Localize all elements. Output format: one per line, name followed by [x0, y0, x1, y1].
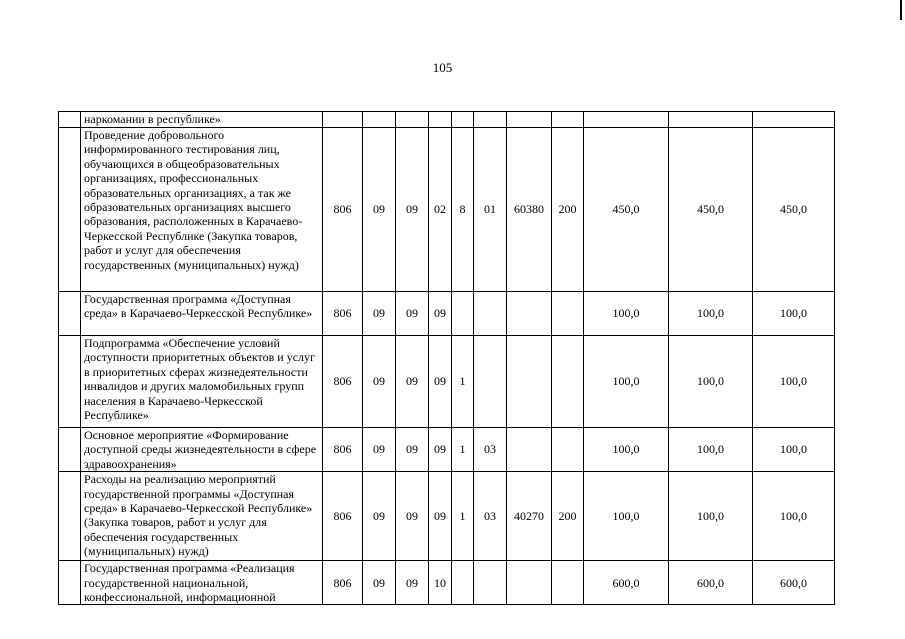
code-cell: 200 [552, 128, 584, 292]
code-cell: 01 [474, 128, 507, 292]
amount-cell: 450,0 [753, 128, 835, 292]
table-cell [59, 128, 81, 292]
table-row [59, 112, 835, 128]
code-cell: 09 [396, 128, 429, 292]
row-name: Расходы на реализацию мероприятий государственной программы «Доступная среда» в Карачаево-Черкесской Республике» (Закупка товаров, работ и услуг для обеспечения государственных (муниципальных) нужд) [81, 472, 323, 561]
code-cell [507, 112, 552, 128]
table-cell [59, 428, 81, 472]
code-cell: 09 [429, 336, 452, 428]
amount-cell: 100,0 [584, 336, 669, 428]
code-cell: 09 [396, 292, 429, 336]
code-cell [474, 336, 507, 428]
table-cell [59, 292, 81, 336]
table-cell [59, 472, 81, 561]
amount-cell [753, 112, 835, 128]
code-cell: 806 [323, 292, 363, 336]
code-cell [429, 112, 452, 128]
code-cell: 10 [429, 561, 452, 605]
amount-cell: 100,0 [584, 472, 669, 561]
code-cell: 806 [323, 428, 363, 472]
code-cell: 03 [474, 428, 507, 472]
amount-cell: 450,0 [584, 128, 669, 292]
code-cell [507, 428, 552, 472]
code-cell [552, 292, 584, 336]
code-cell: 806 [323, 336, 363, 428]
row-name: Государственная программа «Реализация государственной национальной, конфессиональной, информационной [81, 561, 323, 605]
amount-cell: 600,0 [753, 561, 835, 605]
table-row [59, 428, 835, 472]
table-cell [59, 112, 81, 128]
code-cell [474, 292, 507, 336]
row-name: Проведение добровольного информированного тестирования лиц, обучающихся в общеобразовательных организациях, профессиональных образовательных организациях, а так же образовательных организациях высшего образования, расположенных в Карачаево-Черкесской Республике (Закупка товаров, работ и услуг для обеспечения государственных (муниципальных) нужд) [81, 128, 323, 292]
code-cell [323, 112, 363, 128]
amount-cell: 100,0 [753, 428, 835, 472]
code-cell [396, 112, 429, 128]
row-name: Подпрограмма «Обеспечение условий доступности приоритетных объектов и услуг в приоритетных сферах жизнедеятельности инвалидов и других маломобильных групп населения в Карачаево-Черкесской Республике» [81, 336, 323, 428]
code-cell [507, 336, 552, 428]
code-cell: 09 [363, 292, 396, 336]
code-cell [507, 561, 552, 605]
code-cell: 09 [363, 336, 396, 428]
code-cell [552, 336, 584, 428]
table-row [59, 561, 835, 605]
code-cell: 1 [452, 472, 474, 561]
amount-cell: 100,0 [669, 336, 753, 428]
budget-table [58, 111, 835, 605]
code-cell: 09 [429, 472, 452, 561]
code-cell [452, 561, 474, 605]
code-cell [452, 112, 474, 128]
code-cell [507, 292, 552, 336]
table-row [59, 292, 835, 336]
amount-cell: 600,0 [669, 561, 753, 605]
amount-cell: 100,0 [753, 472, 835, 561]
amount-cell: 450,0 [669, 128, 753, 292]
table-row [59, 128, 835, 292]
code-cell: 1 [452, 428, 474, 472]
amount-cell: 100,0 [753, 292, 835, 336]
code-cell [552, 428, 584, 472]
table-row [59, 472, 835, 561]
amount-cell [669, 112, 753, 128]
amount-cell: 100,0 [584, 292, 669, 336]
code-cell: 806 [323, 561, 363, 605]
code-cell [552, 112, 584, 128]
code-cell: 09 [363, 428, 396, 472]
code-cell: 09 [363, 128, 396, 292]
code-cell: 8 [452, 128, 474, 292]
amount-cell: 100,0 [584, 428, 669, 472]
code-cell: 60380 [507, 128, 552, 292]
code-cell: 1 [452, 336, 474, 428]
page-number: 105 [432, 60, 453, 75]
code-cell: 09 [396, 336, 429, 428]
code-cell: 09 [429, 428, 452, 472]
code-cell: 03 [474, 472, 507, 561]
code-cell [452, 292, 474, 336]
row-name: наркомании в республике» [81, 112, 323, 128]
table-row [59, 336, 835, 428]
amount-cell: 100,0 [669, 472, 753, 561]
code-cell [552, 561, 584, 605]
code-cell: 09 [396, 428, 429, 472]
code-cell: 02 [429, 128, 452, 292]
code-cell: 40270 [507, 472, 552, 561]
row-name: Государственная программа «Доступная среда» в Карачаево-Черкесской Республике» [81, 292, 323, 336]
code-cell [474, 112, 507, 128]
code-cell: 806 [323, 472, 363, 561]
table-cell [59, 336, 81, 428]
table-cell [59, 561, 81, 605]
code-cell [363, 112, 396, 128]
code-cell: 09 [429, 292, 452, 336]
code-cell: 806 [323, 128, 363, 292]
amount-cell [584, 112, 669, 128]
amount-cell: 100,0 [753, 336, 835, 428]
code-cell: 09 [363, 561, 396, 605]
amount-cell: 600,0 [584, 561, 669, 605]
code-cell: 09 [396, 472, 429, 561]
row-name: Основное мероприятие «Формирование доступной среды жизнедеятельности в сфере здравоохранения» [81, 428, 323, 472]
amount-cell: 100,0 [669, 292, 753, 336]
code-cell: 200 [552, 472, 584, 561]
amount-cell: 100,0 [669, 428, 753, 472]
code-cell: 09 [363, 472, 396, 561]
page-edge-mark [900, 0, 902, 20]
code-cell: 09 [396, 561, 429, 605]
code-cell [474, 561, 507, 605]
